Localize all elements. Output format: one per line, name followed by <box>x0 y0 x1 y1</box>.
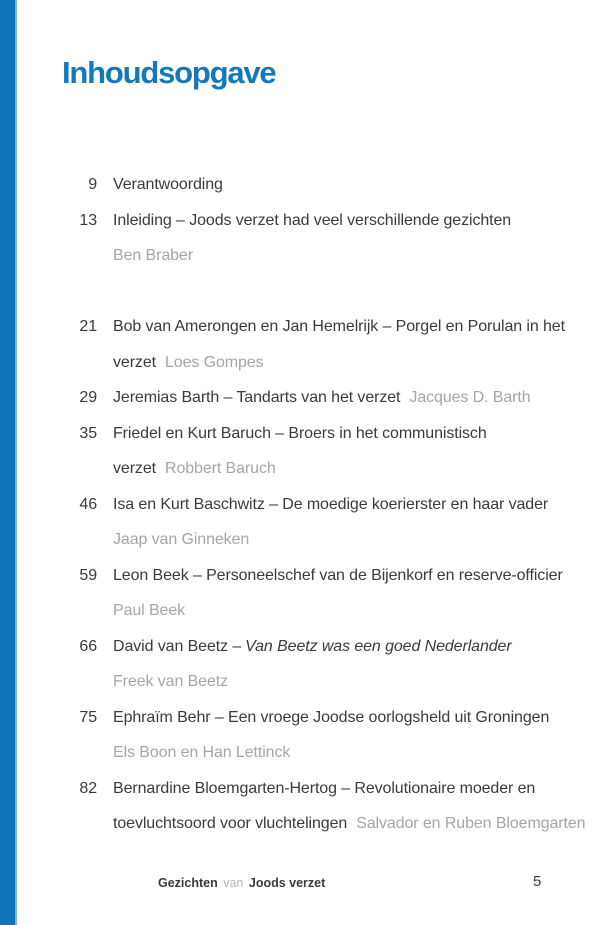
toc-entry-title: toevluchtsoord voor vluchtelingen <box>113 815 348 832</box>
toc-entry-title: verzet <box>113 353 156 371</box>
toc-entry-page-number: 66 <box>79 637 97 655</box>
toc-entry-title: David van Beetz – <box>113 637 242 655</box>
toc-line <box>62 238 595 274</box>
toc-entry-title: Isa en Kurt Baschwitz – De moedige koerierster en haar vader <box>113 495 549 513</box>
toc-entry-page-number: 59 <box>79 566 97 584</box>
toc-entry-page-number: 29 <box>79 389 97 406</box>
toc-entry-title: Bernardine Bloemgarten-Hertog – Revolutionaire moeder en <box>113 779 536 797</box>
toc-entry-page-number: 46 <box>79 495 97 513</box>
toc-entry-title: verzet <box>113 460 156 477</box>
toc-entry-page-number: 82 <box>79 779 97 797</box>
footer-page-number: 5 <box>533 873 542 890</box>
toc-line <box>62 487 595 523</box>
toc-entry-author: Robbert Baruch <box>164 460 276 477</box>
footer-book-title <box>158 876 325 891</box>
toc-line <box>62 345 595 381</box>
toc-entry-title-italic: Van Beetz was een goed Nederlander <box>245 637 512 655</box>
toc-entry-author: Jacques D. Barth <box>409 389 531 406</box>
toc-entry-author: Els Boon en Han Lettinck <box>113 744 291 761</box>
toc-entry-title: Friedel en Kurt Baruch – Broers in het communistisch <box>113 424 487 442</box>
toc-entry-title: Inleiding – Joods verzet had veel verschillende gezichten <box>113 211 512 229</box>
toc-entry-author: Paul Beek <box>113 602 186 619</box>
footer-book-title-part2: Joods verzet <box>248 876 326 890</box>
toc-line <box>62 664 595 700</box>
toc-line <box>62 629 595 665</box>
toc-entry-page-number: 13 <box>79 211 97 229</box>
toc-line <box>62 735 595 771</box>
toc-line <box>62 380 595 416</box>
toc-entry-author: Loes Gompes <box>164 353 264 371</box>
footer-book-title-part1: Gezichten <box>158 876 218 890</box>
table-of-contents <box>62 167 595 842</box>
toc-line <box>62 416 595 452</box>
toc-entry-page-number: 35 <box>79 424 97 442</box>
toc-line <box>62 593 595 629</box>
toc-entry-author: Freek van Beetz <box>113 673 229 690</box>
toc-entry-page-number: 21 <box>79 318 97 335</box>
toc-line <box>62 167 595 203</box>
toc-line <box>62 700 595 736</box>
toc-entry-title: Verantwoording <box>113 176 223 193</box>
toc-entry-title: Ephraïm Behr – Een vroege Joodse oorlogsheld uit Groningen <box>113 708 550 726</box>
toc-line <box>62 806 595 842</box>
toc-line <box>62 451 595 487</box>
toc-line <box>62 203 595 239</box>
toc-entry-author: Ben Braber <box>113 247 193 264</box>
toc-line <box>62 522 595 558</box>
toc-entry-author: Jaap van Ginneken <box>113 531 250 548</box>
footer-book-title-connector: van <box>223 876 244 890</box>
toc-line-spacer <box>62 274 595 310</box>
toc-entry-page-number: 75 <box>79 708 97 726</box>
toc-entry-page-number: 9 <box>88 176 97 193</box>
toc-entry-title: Jeremias Barth – Tandarts van het verzet <box>113 389 401 406</box>
toc-line <box>62 771 595 807</box>
toc-line <box>62 558 595 594</box>
toc-entry-title: Bob van Amerongen en Jan Hemelrijk – Porgel en Porulan in het <box>113 318 565 335</box>
toc-entry-title: Leon Beek – Personeelschef van de Bijenkorf en reserve-officier <box>113 566 563 584</box>
page-title: Inhoudsopgave <box>62 55 276 90</box>
toc-line <box>62 309 595 345</box>
toc-entry-author: Salvador en Ruben Bloemgarten <box>356 815 586 832</box>
page-accent-bar <box>0 0 17 925</box>
